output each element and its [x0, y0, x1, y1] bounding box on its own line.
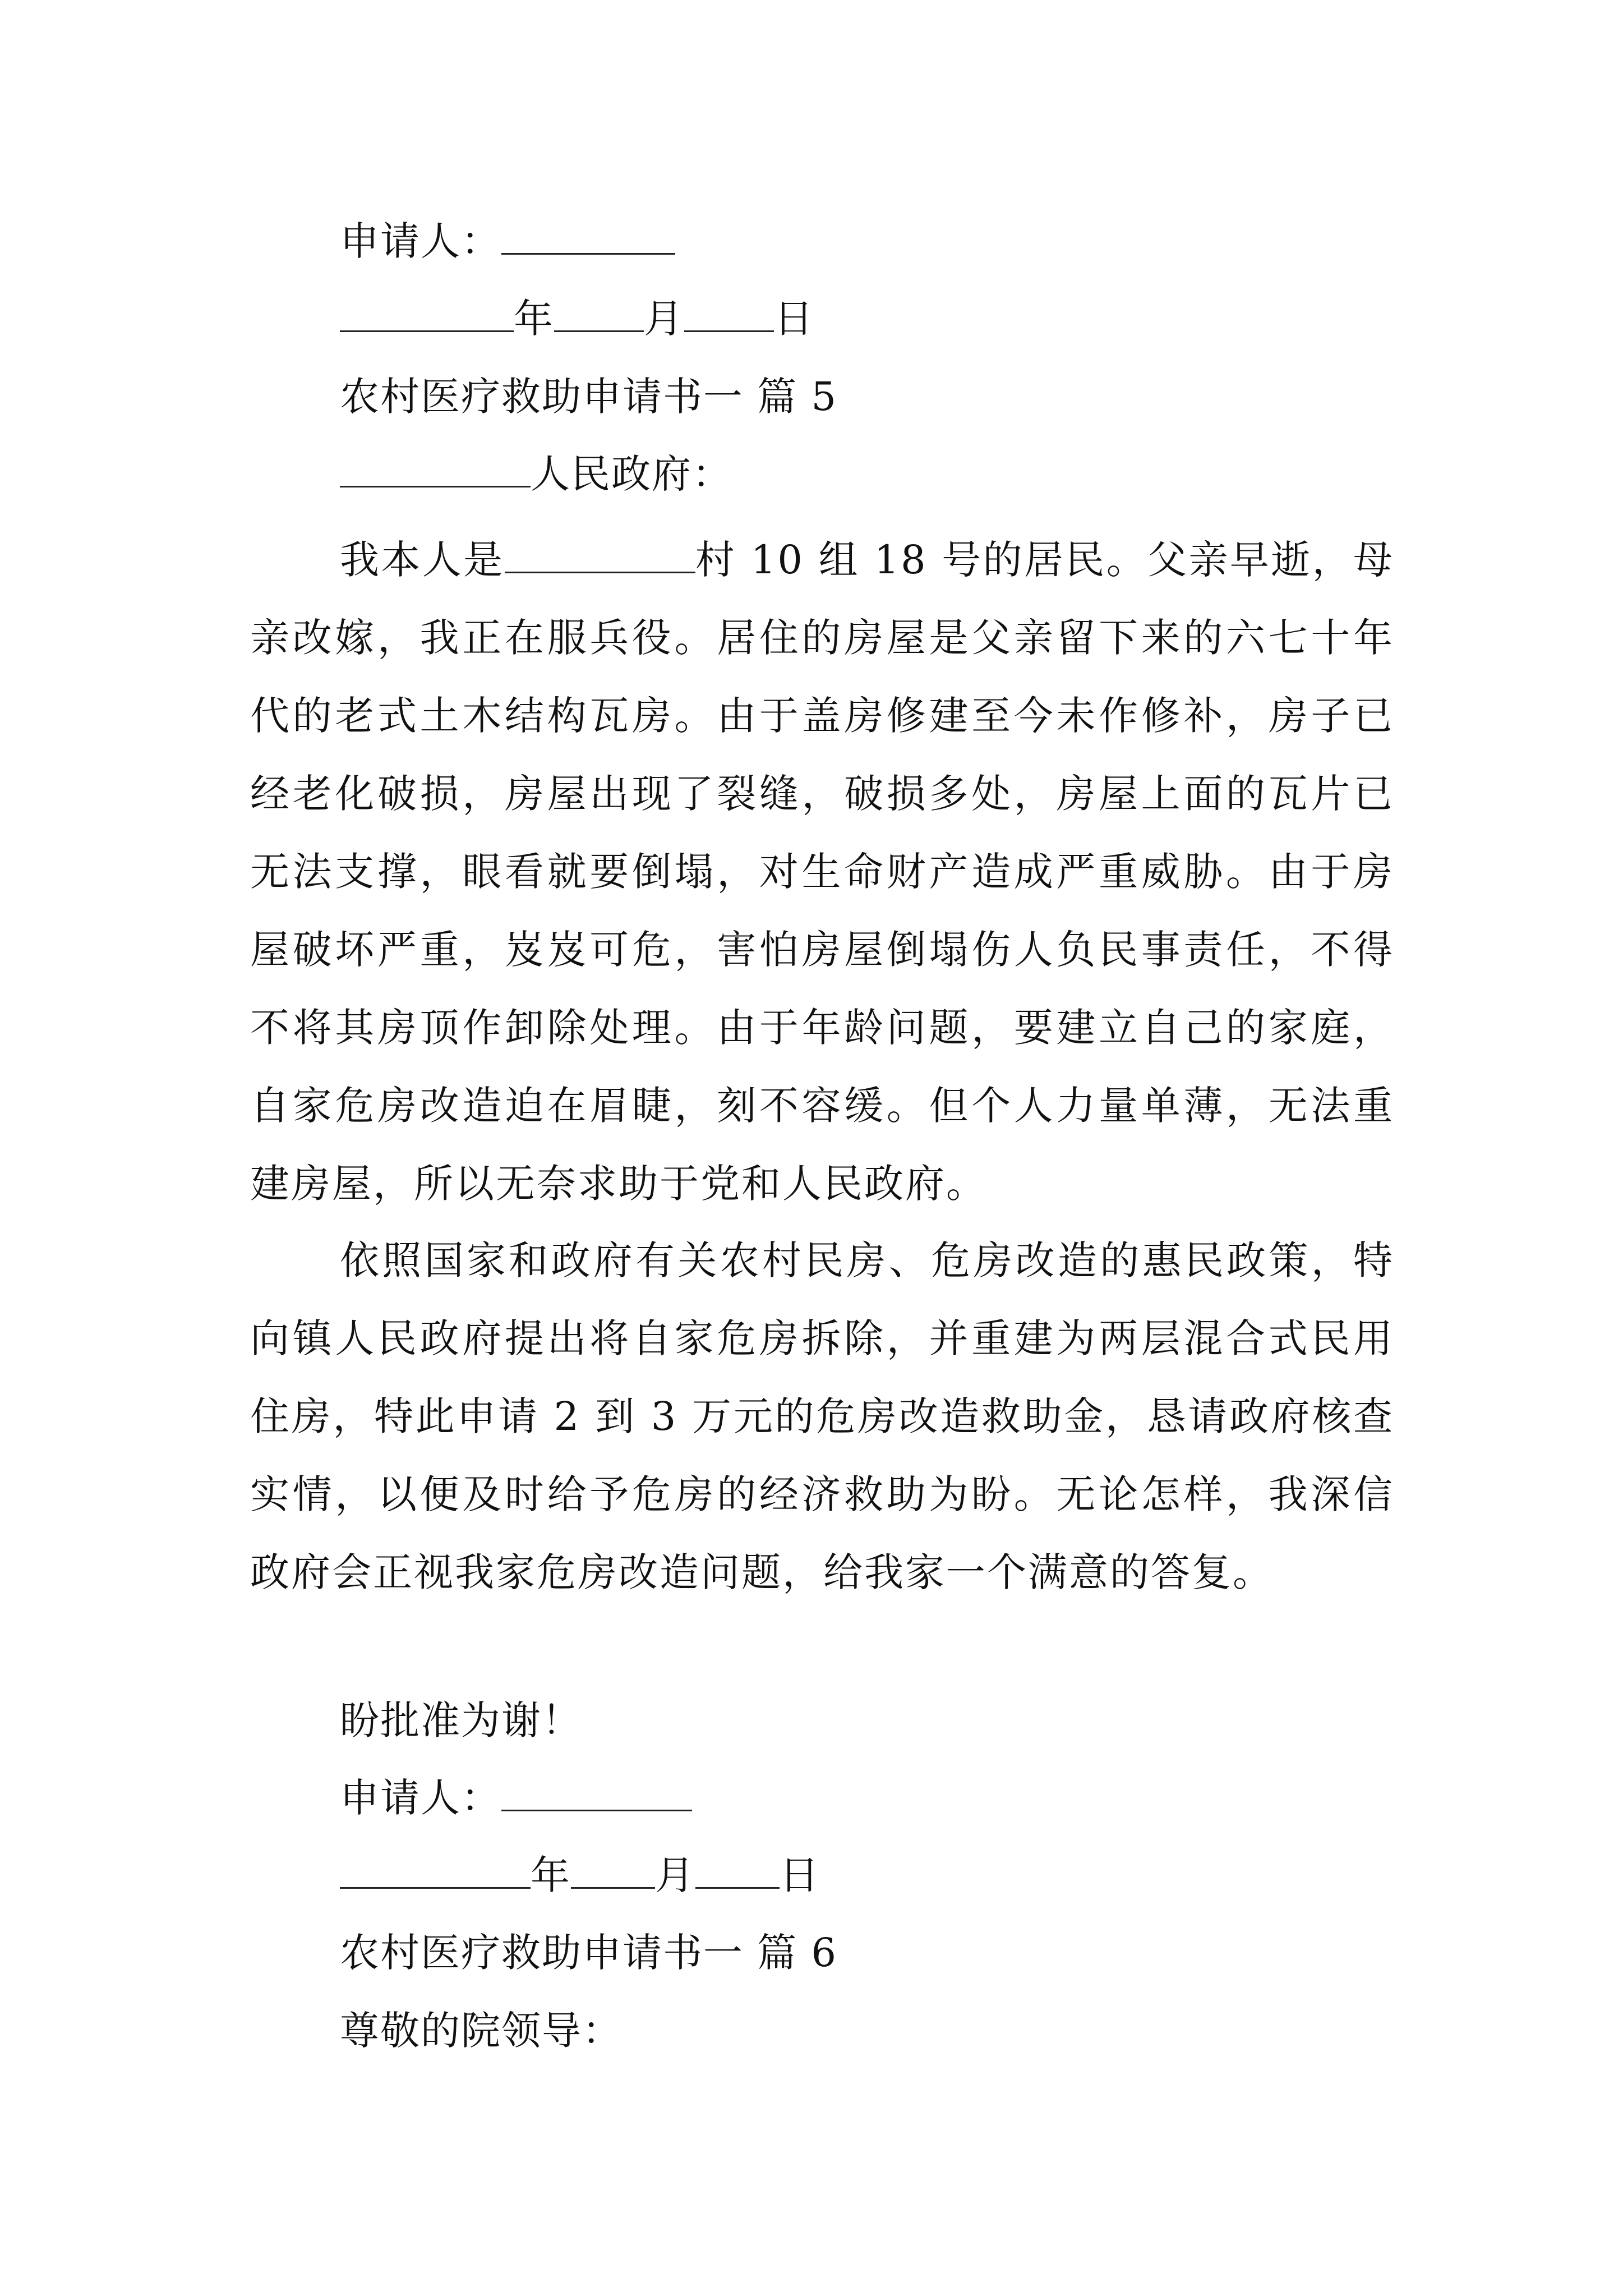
addressee-suffix: 人民政府： [531, 451, 732, 497]
date-line-top [340, 293, 814, 344]
year-blank [340, 296, 514, 332]
month-blank [554, 296, 644, 332]
section6-heading: 农村医疗救助申请书一 篇 6 [340, 1930, 838, 1976]
applicant-blank [501, 1775, 692, 1811]
day-label: 日 [774, 296, 814, 342]
day-blank [684, 296, 774, 332]
month-label: 月 [644, 296, 684, 342]
government-name-blank [340, 451, 531, 487]
year-blank [340, 1852, 531, 1889]
addressee-line [340, 449, 732, 499]
section5-heading: 农村医疗救助申请书一 篇 5 [340, 374, 838, 420]
month-label: 月 [655, 1852, 695, 1898]
applicant-line-section5 [340, 1773, 692, 1823]
year-label: 年 [531, 1852, 571, 1898]
applicant-line-top [340, 216, 675, 266]
paragraph1-start: 我本人是 [340, 537, 505, 583]
applicant-label: 申请人： [340, 1775, 501, 1821]
applicant-label: 申请人： [340, 218, 501, 264]
day-label: 日 [780, 1852, 820, 1898]
date-line-section5 [340, 1850, 820, 1901]
closing-line: 盼批准为谢！ [340, 1697, 582, 1743]
section5-paragraph-1 [250, 521, 1394, 1223]
month-blank [571, 1852, 655, 1889]
section6-salutation: 尊敬的院领导： [340, 2008, 623, 2054]
day-blank [695, 1852, 780, 1889]
section5-paragraph-2: 依照国家和政府有关农村民房、危房改造的惠民政策，特向镇人民政府提出将自家危房拆除，并重建为两层混合式民用住房，特此申请 2 到 3 万元的危房改造救助金，恳请政府核查实情，以便及时给予危房的经济救助为盼。无论怎样，我深信政府会正视我家危房改造问题，给我家一个满意的答复。 [250, 1237, 1394, 1595]
paragraph1-rest: 村 10 组 18 号的居民。父亲早逝，母亲改嫁，我正在服兵役。居住的房屋是父亲留下来的六七十年代的老式土木结构瓦房。由于盖房修建至今未作修补，房子已经老化破损，房屋出现了裂缝，破损多处，房屋上面的瓦片已无法支撑，眼看就要倒塌，对生命财产造成严重威胁。由于房屋破坏严重，岌岌可危，害怕房屋倒塌伤人负民事责任，不得不将其房顶作卸除处理。由于年龄问题，要建立自己的家庭，自家危房改造迫在眉睫，刻不容缓。但个人力量单薄，无法重建房屋，所以无奈求助于党和人民政府。 [250, 537, 1394, 1207]
year-label: 年 [514, 296, 554, 342]
village-blank [505, 537, 695, 573]
applicant-blank [501, 218, 675, 255]
